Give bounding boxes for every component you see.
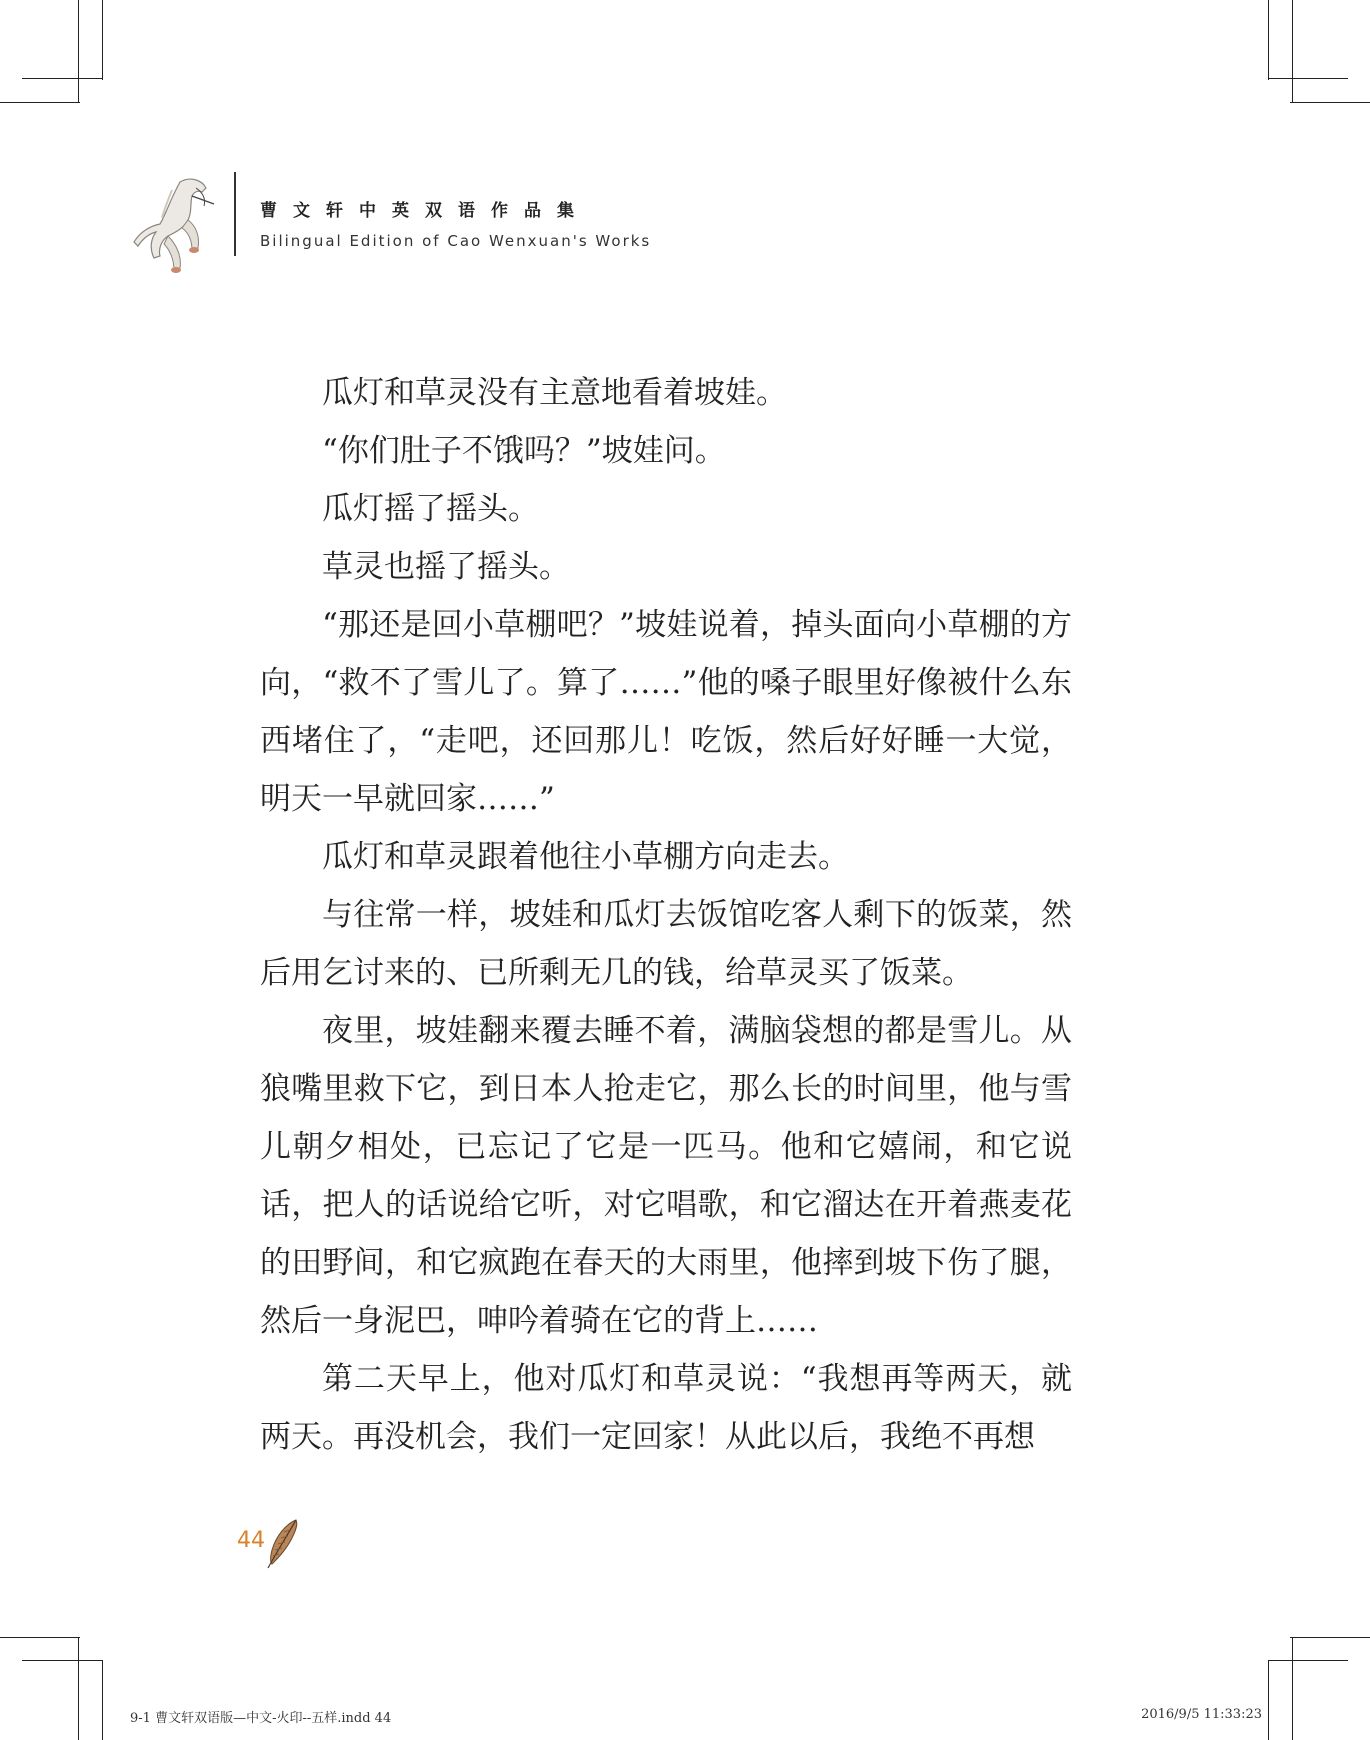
paragraph: 瓜灯和草灵跟着他往小草棚方向走去。 (322, 839, 849, 875)
paragraph: 瓜灯和草灵没有主意地看着坡娃。 (322, 375, 787, 411)
series-title-english: Bilingual Edition of Cao Wenxuan's Works (260, 232, 652, 250)
paragraph: “那还是回小草棚吧？”坡娃说着，掉头面向小草棚的方向，“救不了雪儿了。算了……”他的嗓子眼里好像被什么东西堵住了，“走吧，还回那儿！吃饭，然后好好睡一大觉，明天一早就回家……” (260, 607, 1072, 817)
paragraph: 夜里，坡娃翻来覆去睡不着，满脑袋想的都是雪儿。从狼嘴里救下它，到日本人抢走它，那么长的时间里，他与雪儿朝夕相处，已忘记了它是一匹马。他和它嬉闹，和它说话，把人的话说给它听，对它唱歌，和它溜达在开着燕麦花的田野间，和它疯跑在春天的大雨里，他摔到坡下伤了腿，然后一身泥巴，呻吟着骑在它的背上…… (260, 1013, 1072, 1339)
print-timestamp: 2016/9/5 11:33:23 (1141, 1707, 1262, 1722)
page-number: 44 (237, 1528, 265, 1553)
header-divider (234, 172, 236, 256)
paragraph: “你们肚子不饿吗？”坡娃问。 (322, 433, 726, 469)
series-title-chinese: 曹文轩中英双语作品集 (260, 201, 590, 221)
white-horse-icon (132, 170, 224, 276)
feather-icon (264, 1518, 300, 1570)
print-file-info: 9-1 曹文轩双语版—中文-火印--五样.indd 44 (130, 1711, 392, 1726)
body-text (260, 364, 1072, 1466)
paragraph: 与往常一样，坡娃和瓜灯去饭馆吃客人剩下的饭菜，然后用乞讨来的、已所剩无几的钱，给草灵买了饭菜。 (260, 897, 1072, 991)
paragraph: 第二天早上，他对瓜灯和草灵说：“我想再等两天，就两天。再没机会，我们一定回家！从此以后，我绝不再想 (260, 1361, 1072, 1455)
paragraph: 草灵也摇了摇头。 (322, 549, 570, 585)
paragraph: 瓜灯摇了摇头。 (322, 491, 539, 527)
